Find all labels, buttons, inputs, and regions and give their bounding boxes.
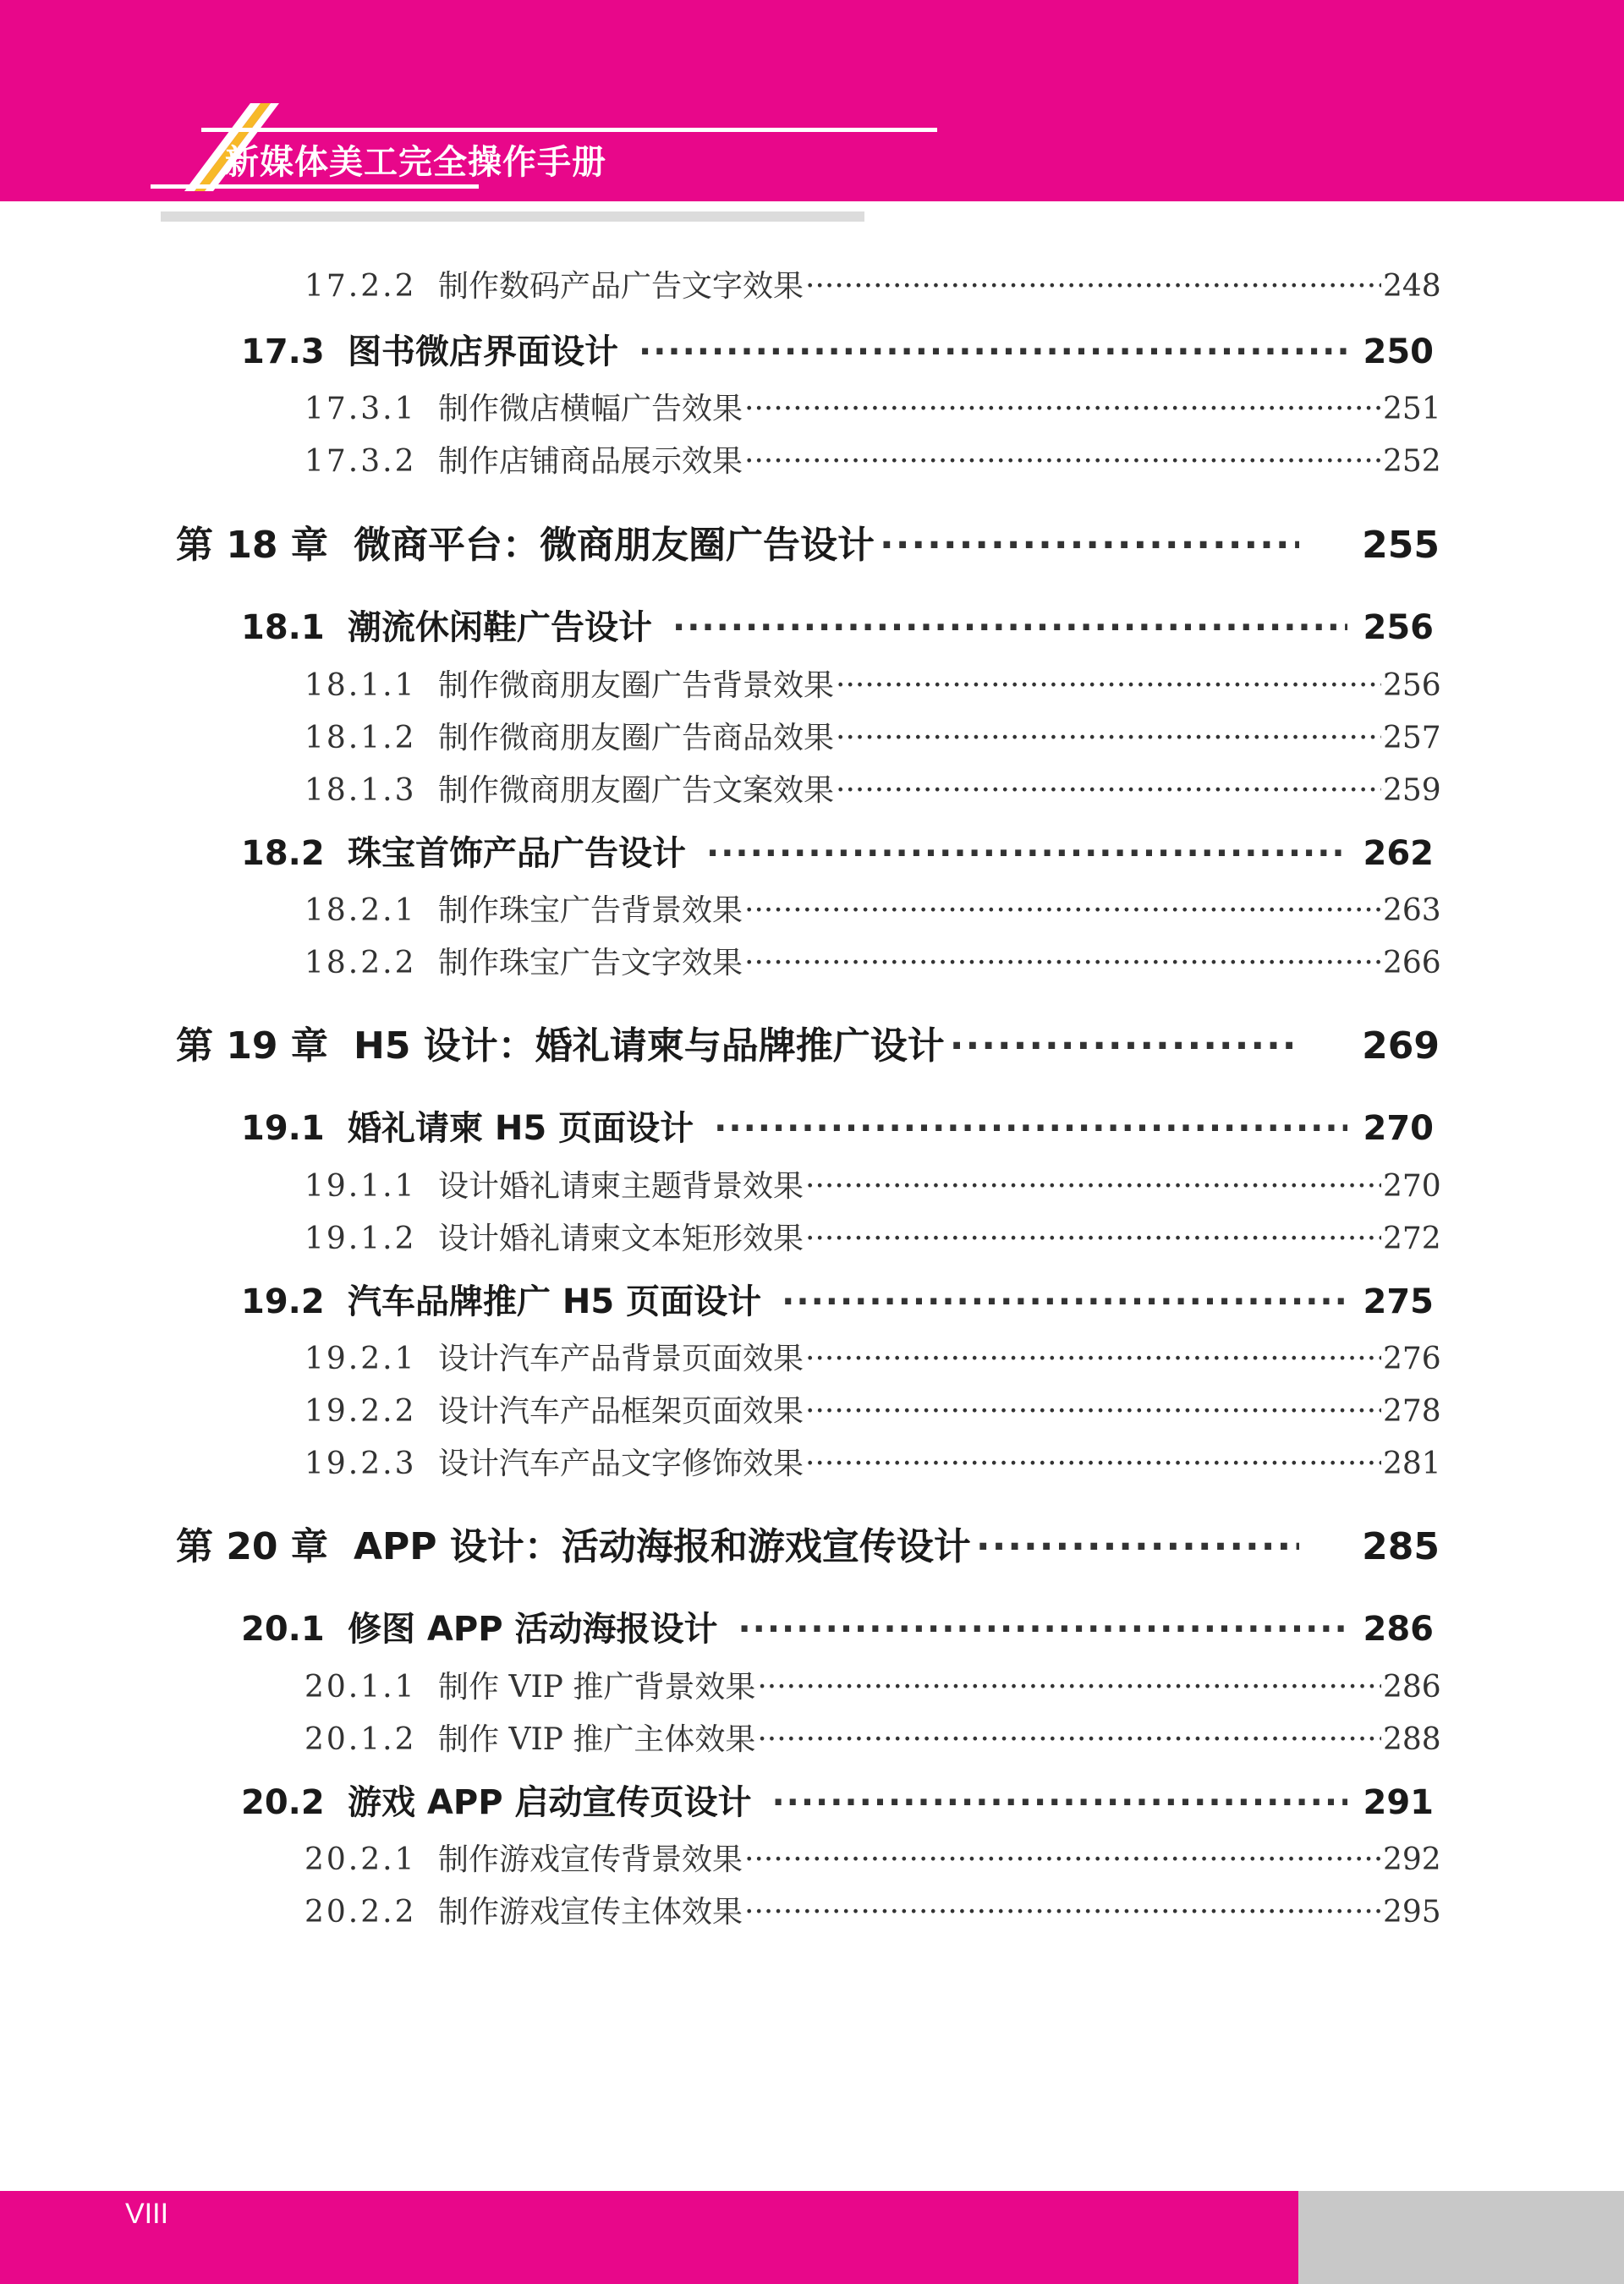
dot-leader <box>714 1109 1347 1148</box>
toc-page: 286 <box>1363 1610 1434 1649</box>
toc-number: 18.1 <box>241 608 325 647</box>
dot-leader <box>880 524 1299 567</box>
dot-leader <box>744 1842 1381 1877</box>
toc-title: 制作微商朋友圈广告商品效果 <box>438 721 835 755</box>
toc-subsection-19-1-2[interactable] <box>304 1215 1441 1258</box>
toc-title: 修图 APP 活动海报设计 <box>348 1610 718 1649</box>
dot-leader <box>950 1024 1299 1068</box>
toc-page: 272 <box>1383 1222 1441 1256</box>
toc-number: 18.1.1 <box>304 668 417 703</box>
toc-title: 制作微商朋友圈广告文案效果 <box>438 773 835 808</box>
toc-page: 291 <box>1363 1783 1434 1822</box>
toc-number: 18.1.2 <box>304 721 417 755</box>
toc-subsection-17-3-2[interactable] <box>304 437 1441 480</box>
toc-subsection-19-2-1[interactable] <box>304 1335 1441 1378</box>
toc-page: 256 <box>1383 668 1441 703</box>
dot-leader <box>771 1783 1347 1822</box>
dot-leader <box>744 444 1381 479</box>
toc-number: 19.1 <box>241 1109 325 1148</box>
toc-section-18-1[interactable] <box>241 601 1434 649</box>
toc-title: 潮流休闲鞋广告设计 <box>348 608 652 647</box>
toc-page: 278 <box>1383 1394 1441 1429</box>
toc-number: 19.1.1 <box>304 1169 417 1204</box>
toc-title: 制作游戏宣传背景效果 <box>438 1842 743 1877</box>
toc-section-17-3[interactable] <box>241 325 1434 373</box>
toc-page: 288 <box>1383 1722 1441 1757</box>
toc-page: 295 <box>1383 1895 1441 1930</box>
toc-number: 20.1.2 <box>304 1722 417 1757</box>
toc-number: 18.2 <box>241 834 325 873</box>
dot-leader <box>805 1394 1381 1429</box>
toc-title: 设计汽车产品文字修饰效果 <box>438 1447 804 1481</box>
toc-number: 17.2.2 <box>304 269 417 304</box>
toc-title: 微商平台：微商朋友圈广告设计 <box>354 524 875 567</box>
toc-title: 制作数码产品广告文字效果 <box>438 269 804 304</box>
toc-section-19-2[interactable] <box>241 1275 1434 1323</box>
toc-title: 婚礼请柬 H5 页面设计 <box>348 1109 694 1148</box>
toc-section-19-1[interactable] <box>241 1101 1434 1150</box>
toc-title: 制作微店横幅广告效果 <box>438 392 743 426</box>
toc-page: 259 <box>1383 773 1441 808</box>
toc-page: 275 <box>1363 1282 1434 1321</box>
dot-leader <box>738 1610 1347 1649</box>
toc-number: 20.2.2 <box>304 1895 417 1930</box>
toc-number: 18.2.2 <box>304 946 417 980</box>
toc-number: 19.2.2 <box>304 1394 417 1429</box>
toc-number: 18.2.1 <box>304 893 417 928</box>
toc-subsection-20-1-2[interactable] <box>304 1716 1441 1759</box>
toc-title: 制作微商朋友圈广告背景效果 <box>438 668 835 703</box>
toc-subsection-19-2-3[interactable] <box>304 1440 1441 1483</box>
toc-subsection-19-2-2[interactable] <box>304 1387 1441 1430</box>
footer-band <box>0 2191 1298 2284</box>
toc-chapter-19[interactable] <box>176 1015 1440 1069</box>
toc-title: 制作店铺商品展示效果 <box>438 444 743 479</box>
toc-chapter-20[interactable] <box>176 1516 1440 1570</box>
toc-page: 270 <box>1363 1109 1434 1148</box>
dot-leader <box>639 332 1347 371</box>
toc-number: 20.1 <box>241 1610 325 1649</box>
dot-leader <box>805 269 1381 304</box>
toc-page: 281 <box>1383 1447 1441 1481</box>
dot-leader <box>757 1722 1381 1757</box>
toc-number: 第 18 章 <box>176 524 328 567</box>
dot-leader <box>757 1670 1381 1705</box>
dot-leader <box>706 834 1347 873</box>
toc-title: 汽车品牌推广 H5 页面设计 <box>348 1282 762 1321</box>
dot-leader <box>744 893 1381 928</box>
toc-title: 设计婚礼请柬主题背景效果 <box>438 1169 804 1204</box>
dot-leader <box>805 1342 1381 1376</box>
footer-grey-block <box>1298 2191 1624 2284</box>
toc-page: 286 <box>1383 1670 1441 1705</box>
toc-subsection-18-1-3[interactable] <box>304 766 1441 810</box>
toc-title: 珠宝首饰产品广告设计 <box>348 834 686 873</box>
toc-title: 制作珠宝广告文字效果 <box>438 946 743 980</box>
toc-number: 19.2.1 <box>304 1342 417 1376</box>
toc-subsection-18-1-1[interactable] <box>304 662 1441 705</box>
toc-number: 20.2.1 <box>304 1842 417 1877</box>
toc-number: 19.1.2 <box>304 1222 417 1256</box>
toc-subsection-18-1-2[interactable] <box>304 714 1441 757</box>
toc-number: 20.2 <box>241 1783 325 1822</box>
toc-subsection-20-1-1[interactable] <box>304 1663 1441 1706</box>
toc-page: 262 <box>1363 834 1434 873</box>
toc-subsection-18-2-1[interactable] <box>304 887 1441 930</box>
book-title: 新媒体美工完全操作手册 <box>225 143 606 182</box>
dot-leader <box>805 1169 1381 1204</box>
toc-chapter-18[interactable] <box>176 514 1440 568</box>
dot-leader <box>744 946 1381 980</box>
toc-subsection-17-2-2[interactable] <box>304 262 1441 305</box>
toc-number: 20.1.1 <box>304 1670 417 1705</box>
toc-page: 257 <box>1383 721 1441 755</box>
toc-title: APP 设计：活动海报和游戏宣传设计 <box>354 1525 971 1568</box>
dot-leader <box>805 1222 1381 1256</box>
toc-section-18-2[interactable] <box>241 826 1434 875</box>
toc-subsection-17-3-1[interactable] <box>304 385 1441 428</box>
toc-number: 17.3.2 <box>304 444 417 479</box>
toc-number: 17.3.1 <box>304 392 417 426</box>
toc-page: 285 <box>1362 1525 1440 1568</box>
toc-page: 266 <box>1383 946 1441 980</box>
dot-leader <box>836 721 1381 755</box>
toc-subsection-19-1-1[interactable] <box>304 1162 1441 1205</box>
toc-title: 图书微店界面设计 <box>348 332 618 371</box>
toc-page: 256 <box>1363 608 1434 647</box>
toc-number: 第 20 章 <box>176 1525 328 1568</box>
toc-title: 设计婚礼请柬文本矩形效果 <box>438 1222 804 1256</box>
toc-title: 设计汽车产品框架页面效果 <box>438 1394 804 1429</box>
toc-page: 263 <box>1383 893 1441 928</box>
toc-number: 18.1.3 <box>304 773 417 808</box>
dot-leader <box>805 1447 1381 1481</box>
toc-number: 第 19 章 <box>176 1024 328 1068</box>
toc-title: H5 设计：婚礼请柬与品牌推广设计 <box>354 1024 945 1068</box>
toc-title: 制作珠宝广告背景效果 <box>438 893 743 928</box>
dot-leader <box>976 1525 1299 1568</box>
page-number: VIII <box>125 2198 169 2230</box>
toc-subsection-20-2-2[interactable] <box>304 1888 1441 1931</box>
toc-section-20-2[interactable] <box>241 1776 1434 1824</box>
toc-page: 251 <box>1383 392 1441 426</box>
toc-title: 制作游戏宣传主体效果 <box>438 1895 743 1930</box>
toc-page: 292 <box>1383 1842 1441 1877</box>
dot-leader <box>836 668 1381 703</box>
dot-leader <box>744 392 1381 426</box>
dot-leader <box>672 608 1347 647</box>
toc-title: 游戏 APP 启动宣传页设计 <box>348 1783 752 1822</box>
toc-number: 19.2 <box>241 1282 325 1321</box>
toc-page: 270 <box>1383 1169 1441 1204</box>
toc-page: 248 <box>1383 269 1441 304</box>
toc-section-20-1[interactable] <box>241 1602 1434 1650</box>
toc-title: 制作 VIP 推广背景效果 <box>438 1670 756 1705</box>
dot-leader <box>836 773 1381 808</box>
toc-page: 252 <box>1383 444 1441 479</box>
toc-page: 255 <box>1362 524 1440 567</box>
toc-subsection-20-2-1[interactable] <box>304 1836 1441 1879</box>
toc-page: 276 <box>1383 1342 1441 1376</box>
toc-subsection-18-2-2[interactable] <box>304 939 1441 982</box>
toc-title: 制作 VIP 推广主体效果 <box>438 1722 756 1757</box>
toc-page: 269 <box>1362 1024 1440 1068</box>
toc-number: 19.2.3 <box>304 1447 417 1481</box>
toc-title: 设计汽车产品背景页面效果 <box>438 1342 804 1376</box>
dot-leader <box>782 1282 1347 1321</box>
dot-leader <box>744 1895 1381 1930</box>
toc-number: 17.3 <box>241 332 325 371</box>
toc-page: 250 <box>1363 332 1434 371</box>
